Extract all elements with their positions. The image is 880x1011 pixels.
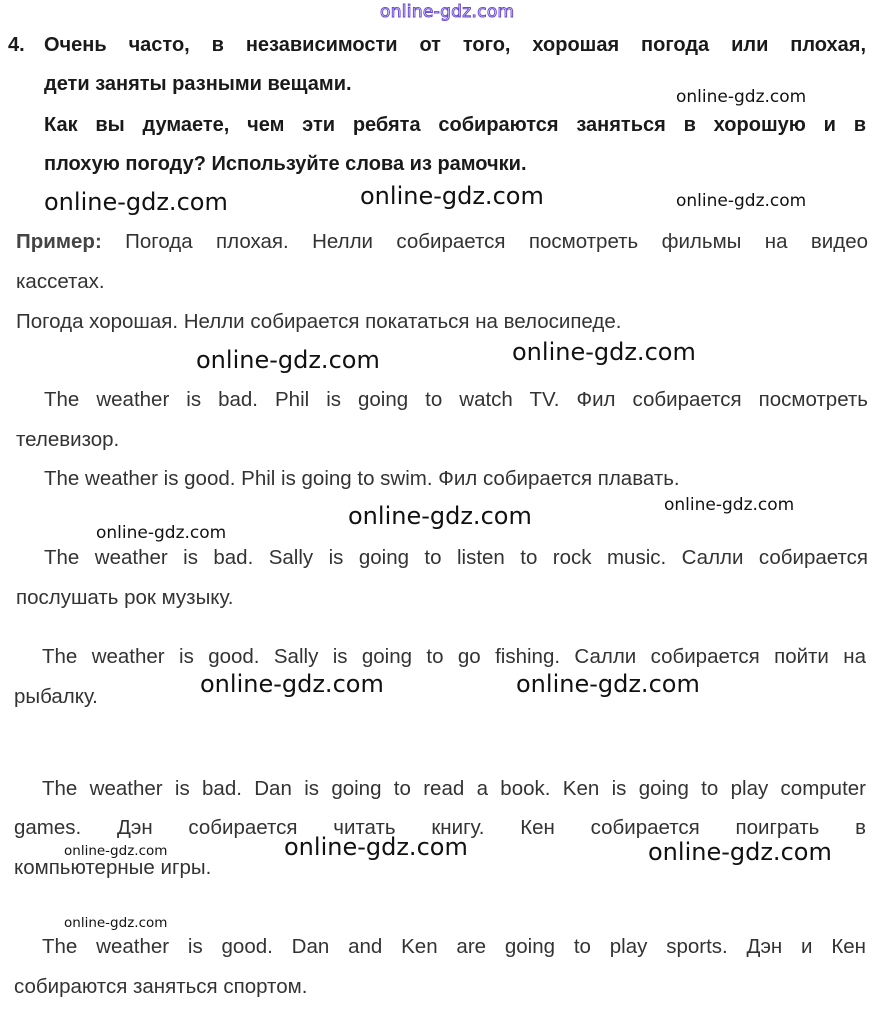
example-label: Пример: xyxy=(16,230,102,253)
example-line-1-text: Погода плохая. Нелли собирается посмотреть фильмы на видео xyxy=(125,230,868,253)
answer-4-line-2: рыбалку. xyxy=(14,685,98,708)
watermark: online-gdz.com xyxy=(516,670,700,698)
task-number: 4. xyxy=(8,34,25,56)
answer-2-line-1: The weather is good. Phil is going to swim. Фил собирается плавать. xyxy=(44,467,680,490)
task-line-3: Как вы думаете, чем эти ребята собираются заняться в хорошую и в xyxy=(44,114,866,136)
task-line-2: дети заняты разными вещами. xyxy=(44,73,352,95)
watermark: online-gdz.com xyxy=(676,191,807,211)
watermark: online-gdz.com xyxy=(676,87,807,107)
answer-4-line-1: The weather is good. Sally is going to go fishing. Салли собирается пойти на xyxy=(42,645,866,668)
watermark: online-gdz.com xyxy=(360,182,544,210)
example-line-1 xyxy=(16,230,868,254)
watermark: online-gdz.com xyxy=(348,502,532,530)
answer-1-line-2: телевизор. xyxy=(16,428,120,451)
answer-3-line-2: послушать рок музыку. xyxy=(16,586,234,609)
watermark: online-gdz.com xyxy=(512,338,696,366)
answer-5-line-2: games. Дэн собирается читать книгу. Кен собирается поиграть в xyxy=(14,816,866,839)
answer-6-line-1: The weather is good. Dan and Ken are going to play sports. Дэн и Кен xyxy=(42,935,866,958)
answer-1-line-1: The weather is bad. Phil is going to watch TV. Фил собирается посмотреть xyxy=(44,388,868,411)
watermark: online-gdz.com xyxy=(64,843,168,859)
watermark: online-gdz.com xyxy=(664,495,795,515)
example-line-2: кассетах. xyxy=(16,270,105,293)
watermark: online-gdz.com xyxy=(196,346,380,374)
watermark: online-gdz.com xyxy=(64,915,168,931)
watermark: online-gdz.com xyxy=(648,838,832,866)
task-line-1: Очень часто, в независимости от того, хорошая погода или плохая, xyxy=(44,34,866,56)
task-line-4: плохую погоду? Используйте слова из рамочки. xyxy=(44,153,527,175)
watermark: online-gdz.com xyxy=(200,670,384,698)
watermark: online-gdz.com xyxy=(96,523,227,543)
example-line-3: Погода хорошая. Нелли собирается покататься на велосипеде. xyxy=(16,310,622,333)
answer-6-line-2: собираются заняться спортом. xyxy=(14,975,308,998)
answer-5-line-3: компьютерные игры. xyxy=(14,856,212,879)
answer-3-line-1: The weather is bad. Sally is going to listen to rock music. Салли собирается xyxy=(44,546,868,569)
answer-5-line-1: The weather is bad. Dan is going to read a book. Ken is going to play computer xyxy=(42,777,866,800)
watermark: online-gdz.com xyxy=(44,188,228,216)
site-header-watermark: online-gdz.com xyxy=(380,2,515,22)
watermark: online-gdz.com xyxy=(284,833,468,861)
